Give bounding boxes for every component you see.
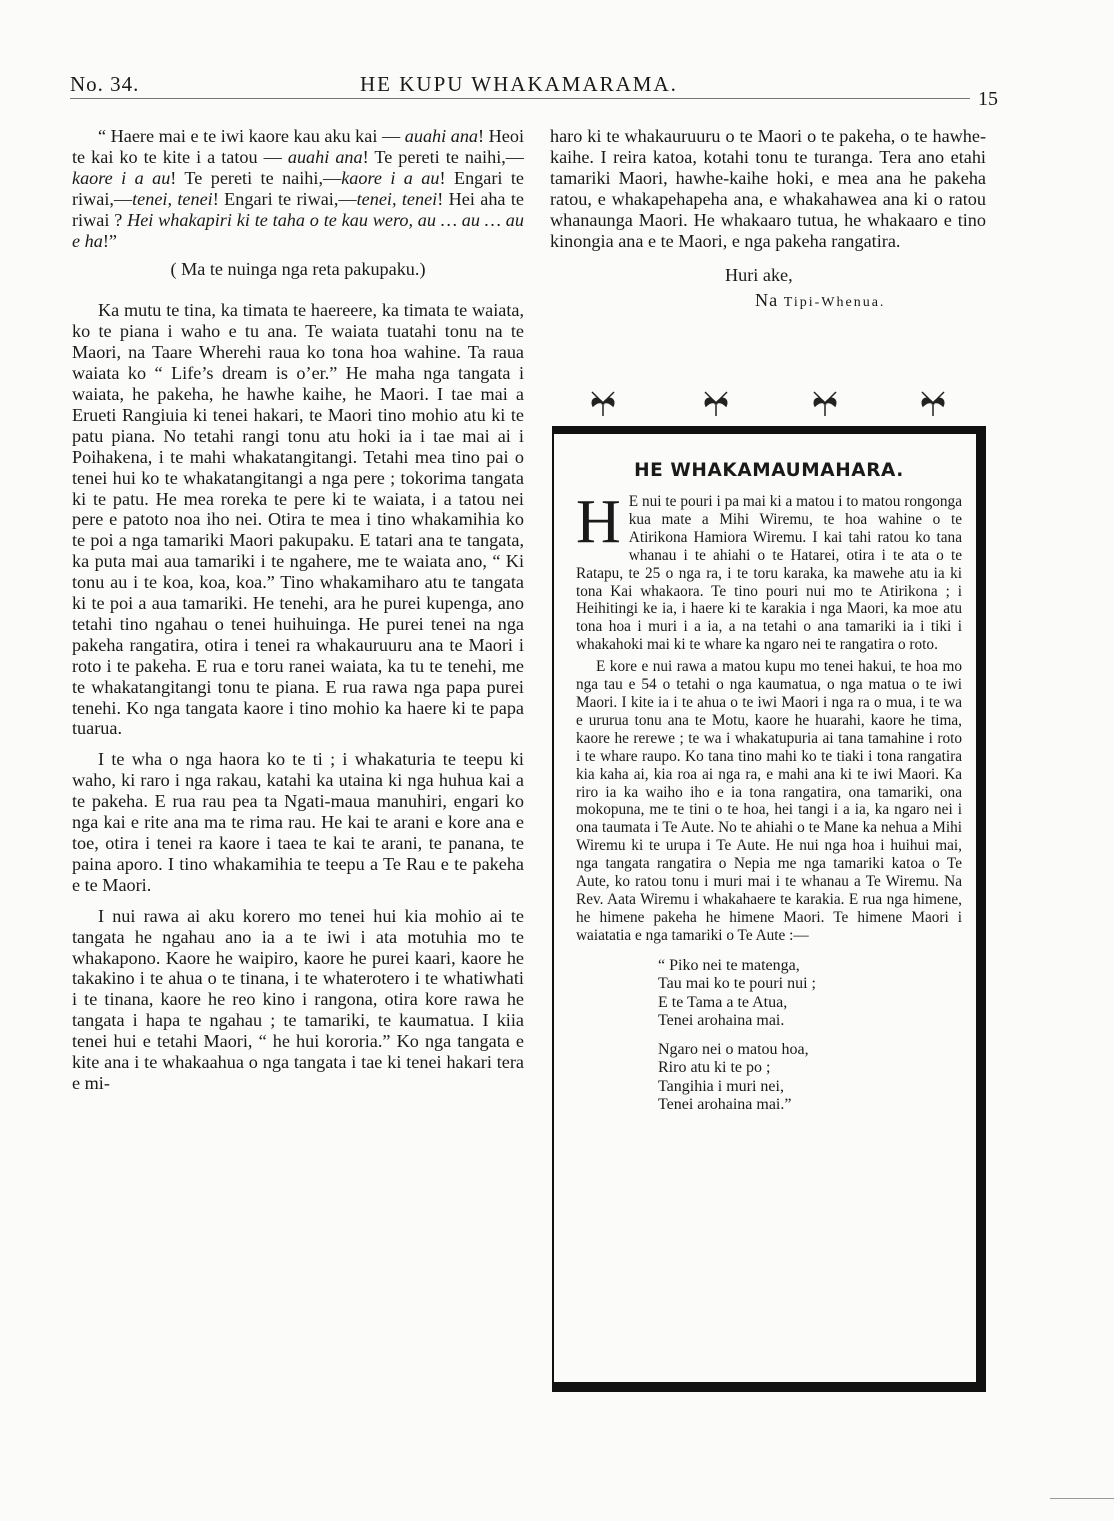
memorial-body bbox=[576, 488, 962, 945]
page-number: 15 bbox=[978, 88, 998, 110]
issue-number: No. 34. bbox=[70, 72, 140, 96]
paragraph: I nui rawa ai aku korero mo tenei hui kia mohio ai te tangata he ngahau ano ia a te iwi i ata motuhia mo te whakapono. Kaore he waipiro, kaore he purei kaari, kaore he takakino i te ahua o te tinana, i te whaterotero i te whatiwhati i te tinana, kaore he reo kino i rangona, otira kore rawa he tangata i hapa te ngahau ; te tamariki, te kaumatua. I kiia tenei hui e tetahi Maori, “ he hui kororia.” Ko nga tangata e kite ana i te whakaahua o nga tangata i tae ki tenei hakari tera e mi- bbox=[72, 905, 524, 1093]
paragraph: I te wha o nga haora ko te ti ; i whakaturia te teepu ki waho, ki raro i nga rakau, katahi ka utaina ki nga huhua kai a te pakeha. E rua rau pea ta Ngati-maua manuhiri, engari ko nga kai e rite ana ma te rima rau. He kai te arani e kore ana e toe, otira i tenei ra kaore i taea te kai te arani, te panana, te paina aporo. I tino whakamihia te teepu a Te Rau e te pakeha e te Maori. bbox=[72, 749, 524, 895]
memorial-title: HE WHAKAMAUMAHARA. bbox=[634, 460, 904, 481]
aside-note: ( Ma te nuinga nga reta pakupaku.) bbox=[170, 259, 426, 280]
memorial-paragraph: H E nui te pouri i pa mai ki a matou i to matou rongonga kua mate a Mihi Wiremu, te hoa wahine o te Atirikona Hamiora Wiremu. I kai tahi ratou ko tana whanau i te ahiahi o te Hatarei, otira i te ata o te Ratapu, te 25 o nga ra, i te toru karaka, ka mawehe atu ia ki tona Kai whakaora. Te tino pouri nui mo te Atirikona ; i Heihitingi ke ia, i haere ki te karakia i nga Maori, ka moe atu tona hoa i muri i a ia, a na tetahi o ana tamariki ia i tiki i whakahoki mai ki te whare ka ngaro nei te rangatira o roto. bbox=[576, 488, 962, 654]
paragraph: Ka mutu te tina, ka timata te haereere, ka timata te waiata, ko te piana i waho e tu ana. Te waiata tuatahi tonu na te Maori, na Taare Wherehi raua ko tona hoa wahine. Ta raua waiata ko “ Life’s dream is o’er.” He maha nga tangata i waiata, he pakeha, he hawhe kaihe, he Maori. I tae mai a Erueti Rangiuia ki tenei hakari, te Maori tino mohio atu ki te patu piana. No tetahi rangi tonu atu hoki ia i tae mai ai i Poihakena, i te mahi whakatangitangi. Tetahi mea tino pai o tenei hui ko te whakatangitangi a nga pere ; tokorima tangata ki te patu. He mea roreka te pere ki te waiata, i a tatou nei pere e patoto noa iho nei. Otira te mea i tino whakamihia ko te poi a nga tamariki Maori pakupaku. E tatari ana te tangata, ka puta mai aua tamariki i te ngahere, me te waiata ano, “ Ki tonu au i te koa, koa, koa.” Tino whakamiharo atu te tangata ki te poi a aua tamariki. He tenehi, ara he purei kupenga, ano tetahi tino ngahau o tenei huihuinga. He purei tenei na nga pakeha rangatira, otira i tenei ra whakauruuru ana te Maori i roto i te pakeha. E rua e toru ranei waiata, ka tu te tenehi, me te whakatangitangi tonu te piana. E rua rawa nga papa purei tenehi. Ko nga tangata kaore i tino mohio ka haere ki te papa tuarua. bbox=[72, 300, 524, 739]
hymn-line: Tenei arohaina mai.” bbox=[658, 1096, 792, 1114]
memorial-paragraph: E kore e nui rawa a matou kupu mo tenei hakui, te hoa mo nga tau e 54 o tetahi o nga kaumatua, o nga matua o te iwi Maori. I kite ia i te ahua o te iwi Maori i nga ra o mua, i te wa e ururua tonu ana te Motu, kaore he huarahi, kaore he tima, kaore he rerewe ; te wa i whakatupuria ai tana tamahine i roto i te whare raupo. Ko tana tino mahi ko te tiaki i tona rangatira kia kaha ai, kia roa ai nga ra, e mahi ana ki te iwi Maori. Ka riro ia ka waiho iho e ia tona rangatira, ona tamariki, ona mokopuna, me te tini o te hoa, hei tangi i a ia, ka ngaro nei i ona taumata i Te Aute. No te ahiahi o te Mane ka nehua a Mihi Wiremu ki te urupa i Te Aute. He nui nga hoa i huihui mai, nga tangata rangatira o Nepia me nga tamariki katoa o Te Aute, ko ratou tonu i muri mai i te whanau a Te Wiremu. Na Rev. Aata Wiremu i whakahaere te karakia. E rua nga himene, he himene pakeha he himene Maori. Te himene Maori i waiatatia e nga tamariki o Te Aute :— bbox=[576, 658, 962, 944]
right-column bbox=[550, 126, 986, 314]
hymn bbox=[658, 957, 962, 1115]
drop-cap: H bbox=[576, 488, 621, 556]
left-column bbox=[72, 126, 524, 1094]
sign-off: Huri ake, bbox=[725, 265, 793, 286]
fleuron-icon bbox=[701, 388, 731, 418]
hymn-line: Tangihia i muri nei, bbox=[658, 1077, 784, 1095]
fleuron-icon bbox=[918, 388, 948, 418]
hymn-line: E te Tama a te Atua, bbox=[658, 993, 788, 1011]
hymn-line: Tenei arohaina mai. bbox=[658, 1012, 785, 1030]
page-edge-rule bbox=[1050, 1498, 1114, 1499]
fleuron-icon bbox=[588, 388, 618, 418]
page-header bbox=[70, 72, 998, 110]
memorial-box bbox=[552, 426, 986, 1392]
hymn-line: “ Piko nei te matenga, bbox=[658, 956, 800, 974]
hymn-line: Tau mai ko te pouri nui ; bbox=[658, 975, 816, 993]
hymn-line: Ngaro nei o matou hoa, bbox=[658, 1040, 809, 1058]
fleuron-icon bbox=[810, 388, 840, 418]
paragraph: haro ki te whakauruuru o te Maori o te pakeha, o te hawhe-kaihe. I reira katoa, kotahi tonu te turanga. Tera ano etahi tamariki Maori, hawhe-kaihe hoki, e mea ana he pakeha ratou, e whakapehapeha ana, e whakahawea ana ki o ratou whanaunga Maori. He whakaaro tutua, he whakaaro e tino kinongia ana e te Maori, e nga pakeha rangatira. bbox=[550, 126, 986, 251]
opening-quote: “ Haere mai e te iwi kaore kau aku kai — auahi ana! Heoi te kai ko te kite i a tatou — auahi ana! Te pereti te naihi,—kaore i a au! Te pereti te naihi,—kaore i a au! Engari te riwai,—tenei, tenei! Engari te riwai,—tenei, tenei! Hei aha te riwai ? Hei whakapiri ki te taha o te kau wero, au … au … au e ha!” bbox=[72, 126, 525, 251]
signature: Na Tipi-Whenua. bbox=[755, 290, 886, 311]
running-title: HE KUPU WHAKAMARAMA. bbox=[360, 72, 678, 96]
header-rule bbox=[70, 98, 970, 99]
ornament-row bbox=[588, 388, 958, 420]
hymn-line: Riro atu ki te po ; bbox=[658, 1059, 771, 1077]
